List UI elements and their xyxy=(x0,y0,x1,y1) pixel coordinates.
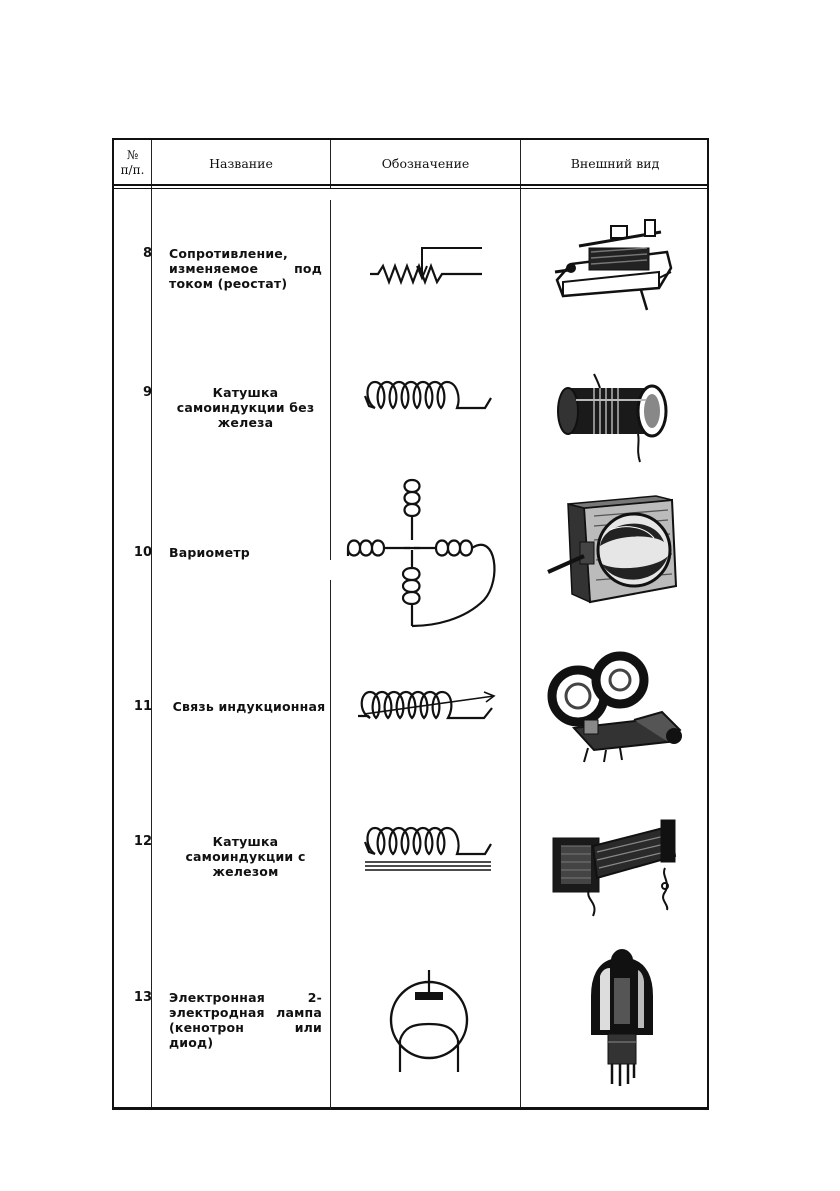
row-name: Сопротивление, изменяемое под током (реостат) xyxy=(169,246,322,291)
inductive-coupling-illustration-icon xyxy=(544,650,689,765)
variometer-illustration-icon xyxy=(544,490,684,615)
header-symbol: Обозначение xyxy=(381,155,470,171)
row-number: 10 xyxy=(133,545,152,560)
column-divider xyxy=(520,140,521,1107)
inductive-coupling-symbol-icon xyxy=(354,688,504,728)
header-appearance: Внешний вид xyxy=(570,155,660,171)
rheostat-illustration-icon xyxy=(549,212,679,312)
header-number: № п/п. xyxy=(120,148,145,177)
column-divider xyxy=(330,580,331,1110)
vacuum-tube-illustration-icon xyxy=(582,948,662,1088)
row-number: 11 xyxy=(133,699,152,714)
row-number: 13 xyxy=(133,990,152,1005)
air-core-coil-illustration-icon xyxy=(554,372,679,467)
components-table xyxy=(112,138,709,1110)
row-number: 8 xyxy=(142,246,152,261)
rheostat-symbol-icon xyxy=(368,240,488,290)
column-divider xyxy=(330,200,331,560)
row-name: Катушка самоиндукции с железом xyxy=(185,834,306,879)
variometer-symbol-icon xyxy=(344,470,504,630)
row-number: 9 xyxy=(142,385,152,400)
column-divider xyxy=(151,140,152,1107)
header-rule-thin xyxy=(114,188,707,189)
iron-core-inductor-symbol-icon xyxy=(361,824,501,874)
diode-tube-symbol-icon xyxy=(384,968,474,1080)
air-core-inductor-symbol-icon xyxy=(361,378,501,418)
row-name: Катушка самоиндукции без железа xyxy=(176,385,315,430)
iron-core-coil-illustration-icon xyxy=(549,812,684,917)
row-name: Связь индукционная xyxy=(172,699,326,714)
row-name: Электронная 2-электродная лампа (кенотрон или диод) xyxy=(169,990,322,1050)
header-name: Название xyxy=(209,155,273,171)
row-name: Вариометр xyxy=(169,545,250,560)
row-number: 12 xyxy=(133,834,152,849)
